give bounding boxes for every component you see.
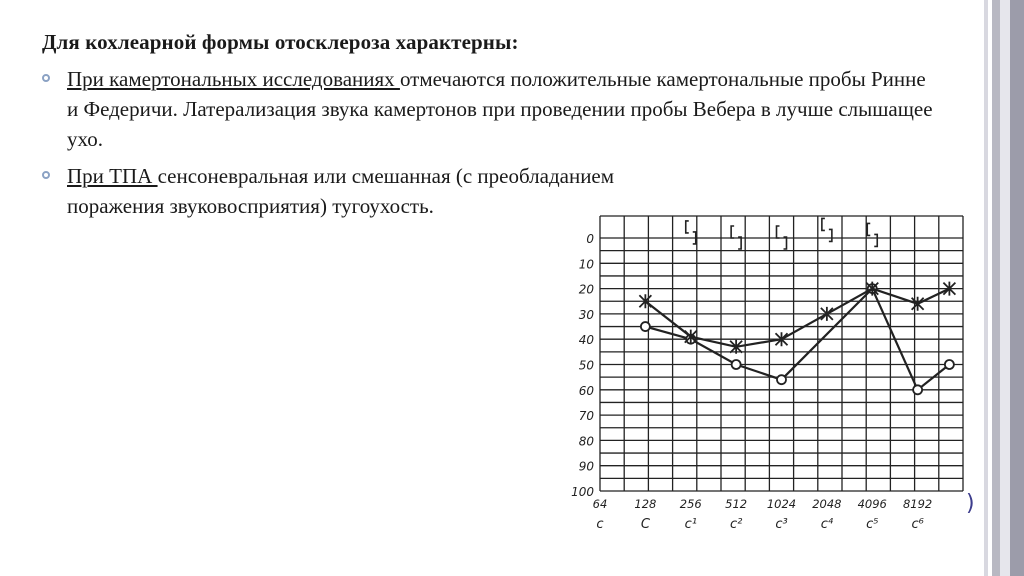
data-point-circle (777, 375, 786, 384)
audiogram-chart (555, 208, 975, 553)
bullet-lead: При камертональных исследованиях (67, 67, 400, 91)
y-tick-label: 70 (578, 409, 594, 424)
y-tick-label: 90 (578, 459, 594, 474)
bone-conduction-marker (686, 221, 689, 233)
bullet-body: отмечаются положительные камертональные пробы Ринне и Федеричи. Латерализация звука камертонов при проведении пробы Вебера в лучше слышащее ухо. (67, 67, 933, 151)
bullet-text (67, 161, 627, 221)
bone-conduction-marker (867, 223, 870, 235)
x-tick-freq-label: 256 (679, 497, 702, 511)
bone-conduction-marker (822, 218, 825, 230)
x-tick-note-label: c⁶ (911, 517, 924, 532)
x-tick-freq-label: 2048 (812, 497, 842, 511)
y-tick-label: 100 (571, 485, 594, 499)
bone-conduction-marker (731, 226, 734, 238)
x-tick-note-label: c (596, 517, 604, 532)
y-tick-label: 0 (586, 232, 594, 246)
next-slide-arrow-icon[interactable]: ) (966, 491, 975, 516)
bone-conduction-marker (874, 234, 877, 246)
slide-side-decoration (984, 0, 1024, 576)
slide-title: Для кохлеарной формы отосклероза характерны: (42, 30, 519, 54)
bullet-body: сенсоневральная или смешанная (с преобладанием поражения звуковосприятия) тугоухость. (67, 164, 615, 218)
bone-conduction-marker (829, 229, 832, 241)
x-tick-freq-label: 512 (725, 497, 748, 511)
x-tick-note-label: C (640, 517, 650, 532)
y-tick-label: 20 (578, 282, 594, 297)
x-tick-note-label: c³ (775, 517, 788, 532)
bullet-tuning-fork (42, 64, 942, 154)
bone-conduction-marker (777, 226, 780, 238)
x-tick-note-label: c⁴ (820, 517, 834, 532)
x-tick-freq-label: 1024 (766, 497, 797, 511)
bullet-marker-icon (42, 74, 50, 82)
data-point-cross (912, 297, 924, 311)
bullet-lead: При ТПА (67, 164, 158, 188)
x-tick-note-label: c¹ (684, 517, 697, 532)
y-tick-label: 60 (578, 383, 594, 398)
x-tick-freq-label: 64 (592, 497, 608, 511)
y-tick-label: 40 (578, 333, 594, 348)
y-tick-label: 50 (578, 358, 594, 373)
data-point-circle (732, 360, 741, 369)
bone-conduction-marker (784, 237, 787, 249)
x-tick-freq-label: 8192 (902, 497, 933, 511)
bone-conduction-marker (738, 237, 741, 249)
data-point-circle (945, 360, 954, 369)
data-point-circle (641, 322, 650, 331)
data-point-circle (913, 385, 922, 394)
y-tick-label: 10 (578, 257, 594, 272)
x-tick-note-label: c² (729, 517, 743, 532)
x-tick-freq-label: 128 (634, 497, 657, 511)
x-tick-note-label: c⁵ (866, 517, 879, 532)
bullet-text (67, 64, 942, 154)
x-tick-freq-label: 4096 (857, 497, 887, 511)
bullet-marker-icon (42, 171, 50, 179)
y-tick-label: 80 (578, 434, 594, 449)
y-tick-label: 30 (578, 307, 594, 322)
